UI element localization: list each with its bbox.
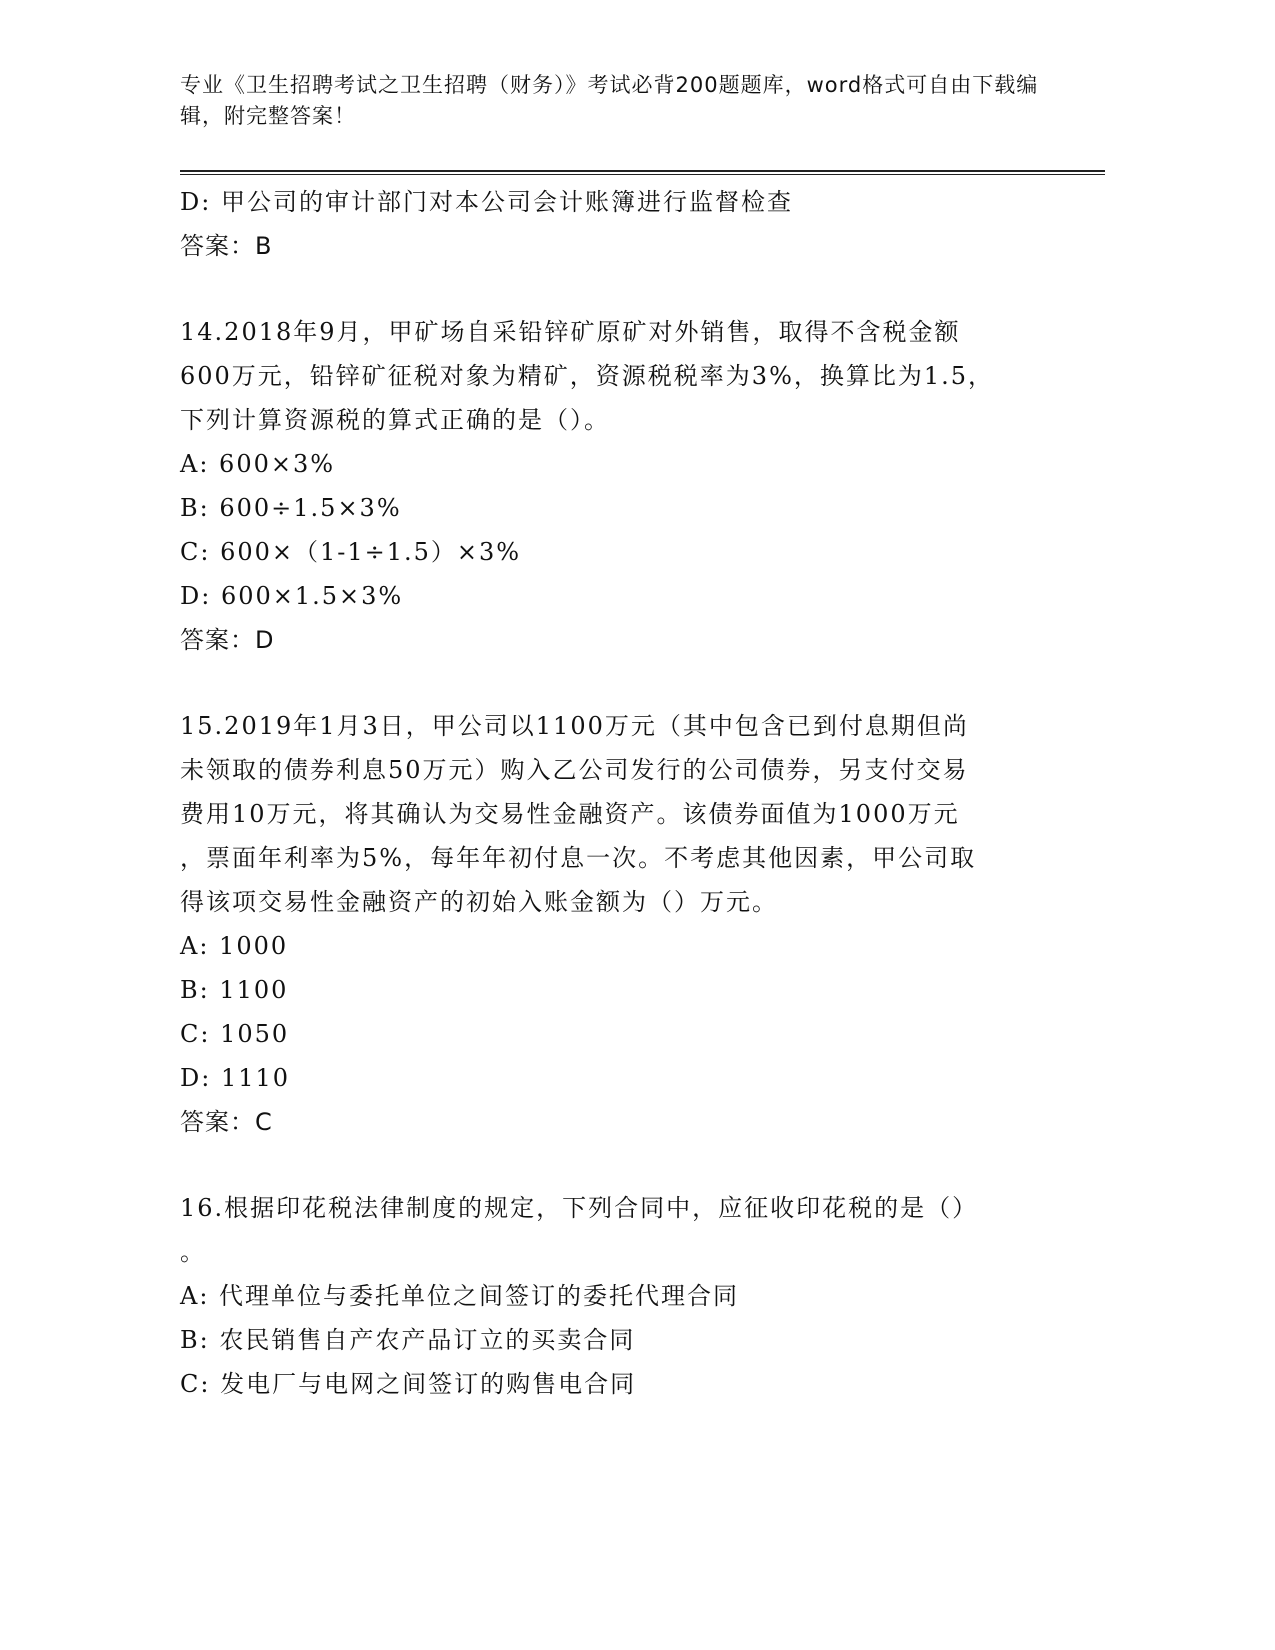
option-a: A: 代理单位与委托单位之间签订的委托代理合同 [180, 1282, 740, 1310]
spacer [180, 1144, 1040, 1186]
question-stem-line: 600万元，铅锌矿征税对象为精矿，资源税税率为3%，换算比为1.5， [180, 362, 995, 390]
option-d: D: 甲公司的审计部门对本公司会计账簿进行监督检查 [180, 188, 793, 216]
spacer [180, 268, 1040, 310]
answer: 答案：D [180, 626, 275, 654]
question-stem-line: 未领取的债券利息50万元）购入乙公司发行的公司债券，另支付交易 [180, 756, 969, 784]
option-b: B: 农民销售自产农产品订立的买卖合同 [180, 1326, 636, 1354]
option-a: A: 600×3% [180, 450, 336, 478]
option-d: D: 1110 [180, 1064, 291, 1092]
document-body [180, 180, 1040, 1406]
question-14 [180, 310, 1040, 662]
answer: 答案：C [180, 1108, 273, 1136]
answer: 答案：B [180, 232, 273, 260]
option-b: B: 1100 [180, 976, 289, 1004]
option-c: C: 600×（1-1÷1.5）×3% [180, 538, 522, 566]
option-b: B: 600÷1.5×3% [180, 494, 402, 522]
option-a: A: 1000 [180, 932, 289, 960]
question-stem-line: 14.2018年9月，甲矿场自采铅锌矿原矿对外销售，取得不含税金额 [180, 318, 961, 346]
question-13-tail [180, 180, 1040, 268]
question-15 [180, 704, 1040, 1144]
question-stem-line: 。 [180, 1238, 206, 1266]
spacer [180, 662, 1040, 704]
header-divider-thin [180, 174, 1105, 175]
question-stem-line: 得该项交易性金融资产的初始入账金额为（）万元。 [180, 888, 778, 916]
document-header: 专业《卫生招聘考试之卫生招聘（财务）》考试必背200题题库，word格式可自由下载编辑，附完整答案！ [180, 73, 1039, 128]
question-stem-line: 15.2019年1月3日，甲公司以1100万元（其中包含已到付息期但尚 [180, 712, 969, 740]
header-divider-thick [180, 170, 1105, 172]
question-16 [180, 1186, 1040, 1406]
question-stem-line: 费用10万元，将其确认为交易性金融资产。该债券面值为1000万元 [180, 800, 960, 828]
question-stem-line: 16.根据印花税法律制度的规定，下列合同中，应征收印花税的是（） [180, 1194, 979, 1222]
question-stem-line: ，票面年利率为5%，每年年初付息一次。不考虑其他因素，甲公司取 [180, 844, 977, 872]
option-c: C: 1050 [180, 1020, 290, 1048]
option-c: C: 发电厂与电网之间签订的购售电合同 [180, 1370, 637, 1398]
option-d: D: 600×1.5×3% [180, 582, 404, 610]
question-stem-line: 下列计算资源税的算式正确的是（）。 [180, 406, 610, 434]
